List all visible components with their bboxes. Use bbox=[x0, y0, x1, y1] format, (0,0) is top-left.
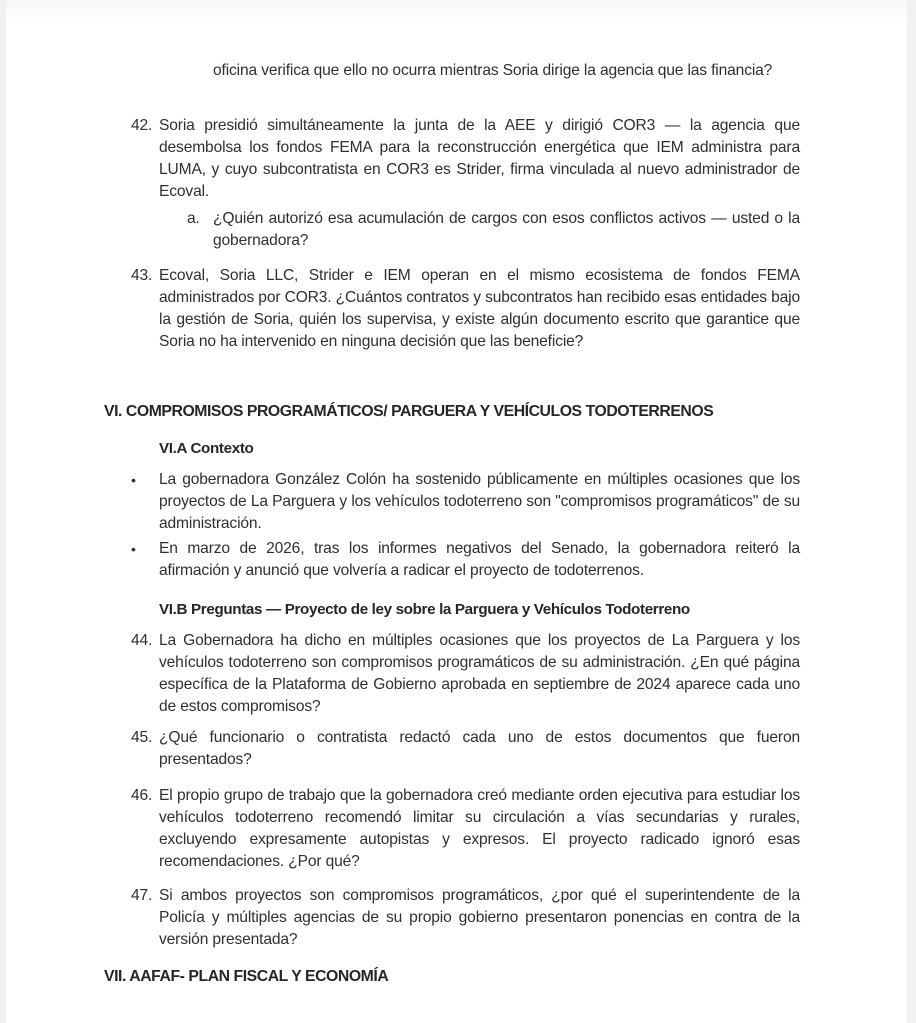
question-45-text: ¿Qué funcionario o contratista redactó cada uno de estos documentos que fueron presentados? bbox=[159, 729, 800, 768]
question-46-text: El propio grupo de trabajo que la gobernadora creó mediante orden ejecutiva para estudiar los vehículos todoterreno recomendó limitar su circulación a vías secundarias y rurales, excluyendo expresamente autopistas y expresos. El proyecto radicado ignoró esas recomendaciones. ¿Por qué? bbox=[159, 787, 800, 870]
question-number-47: 47. bbox=[131, 887, 153, 904]
section-vii-heading: VII. AAFAF- PLAN FISCAL Y ECONOMÍA bbox=[104, 968, 389, 985]
question-47-text: Si ambos proyectos son compromisos programáticos, ¿por qué el superintendente de la Policía y múltiples agencias de su propio gobierno presentaron ponencias en contra de la versión presentada? bbox=[159, 887, 800, 948]
question-42-text: Soria presidió simultáneamente la junta de la AEE y dirigió COR3 — la agencia que desembolsa los fondos FEMA para la reconstrucción energética que IEM administra para LUMA, y cuyo subcontratista en COR3 es Strider, firma vinculada al nuevo administrador de Ecoval. bbox=[159, 117, 800, 200]
section-vi-heading: VI. COMPROMISOS PROGRAMÁTICOS/ PARGUERA Y VEHÍCULOS TODOTERRENOS bbox=[104, 403, 714, 420]
subsection-vi-a-heading: VI.A Contexto bbox=[159, 440, 254, 457]
context-bullet-1: La gobernadora González Colón ha sostenido públicamente en múltiples ocasiones que los proyectos de La Parguera y los vehículos todoterreno son "compromisos programáticos" de su administración. bbox=[159, 471, 800, 532]
bullet-icon: • bbox=[131, 541, 136, 557]
question-number-44: 44. bbox=[131, 632, 153, 649]
context-bullet-2: En marzo de 2026, tras los informes negativos del Senado, la gobernadora reiteró la afirmación y anunció que volvería a radicar el proyecto de todoterrenos. bbox=[159, 540, 800, 579]
question-44-text: La Gobernadora ha dicho en múltiples ocasiones que los proyectos de La Parguera y los vehículos todoterreno son compromisos programáticos de su administración. ¿En qué página específica de la Plataforma de Gobierno aprobada en septiembre de 2024 aparece cada uno de estos compromisos? bbox=[159, 632, 800, 715]
question-number-46: 46. bbox=[131, 787, 153, 804]
question-43-text: Ecoval, Soria LLC, Strider e IEM operan en el mismo ecosistema de fondos FEMA administrados por COR3. ¿Cuántos contratos y subcontratos han recibido esas entidades bajo la gestión de Soria, quién los supervisa, y existe algún documento escrito que garantice que Soria no ha intervenido en ninguna decisión que las beneficie? bbox=[159, 267, 800, 350]
question-number-45: 45. bbox=[131, 729, 153, 746]
sub-question-label-a: a. bbox=[187, 210, 200, 227]
subsection-vi-b-heading: VI.B Preguntas — Proyecto de ley sobre la Parguera y Vehículos Todoterreno bbox=[159, 601, 690, 618]
bullet-icon: • bbox=[131, 472, 136, 488]
sub-question-a-text: ¿Quién autorizó esa acumulación de cargos con esos conflictos activos — usted o la gobernadora? bbox=[213, 210, 800, 249]
question-number-43: 43. bbox=[131, 267, 153, 284]
continuation-text: oficina verifica que ello no ocurra mientras Soria dirige la agencia que las financia? bbox=[213, 62, 773, 79]
question-number-42: 42. bbox=[131, 117, 153, 134]
